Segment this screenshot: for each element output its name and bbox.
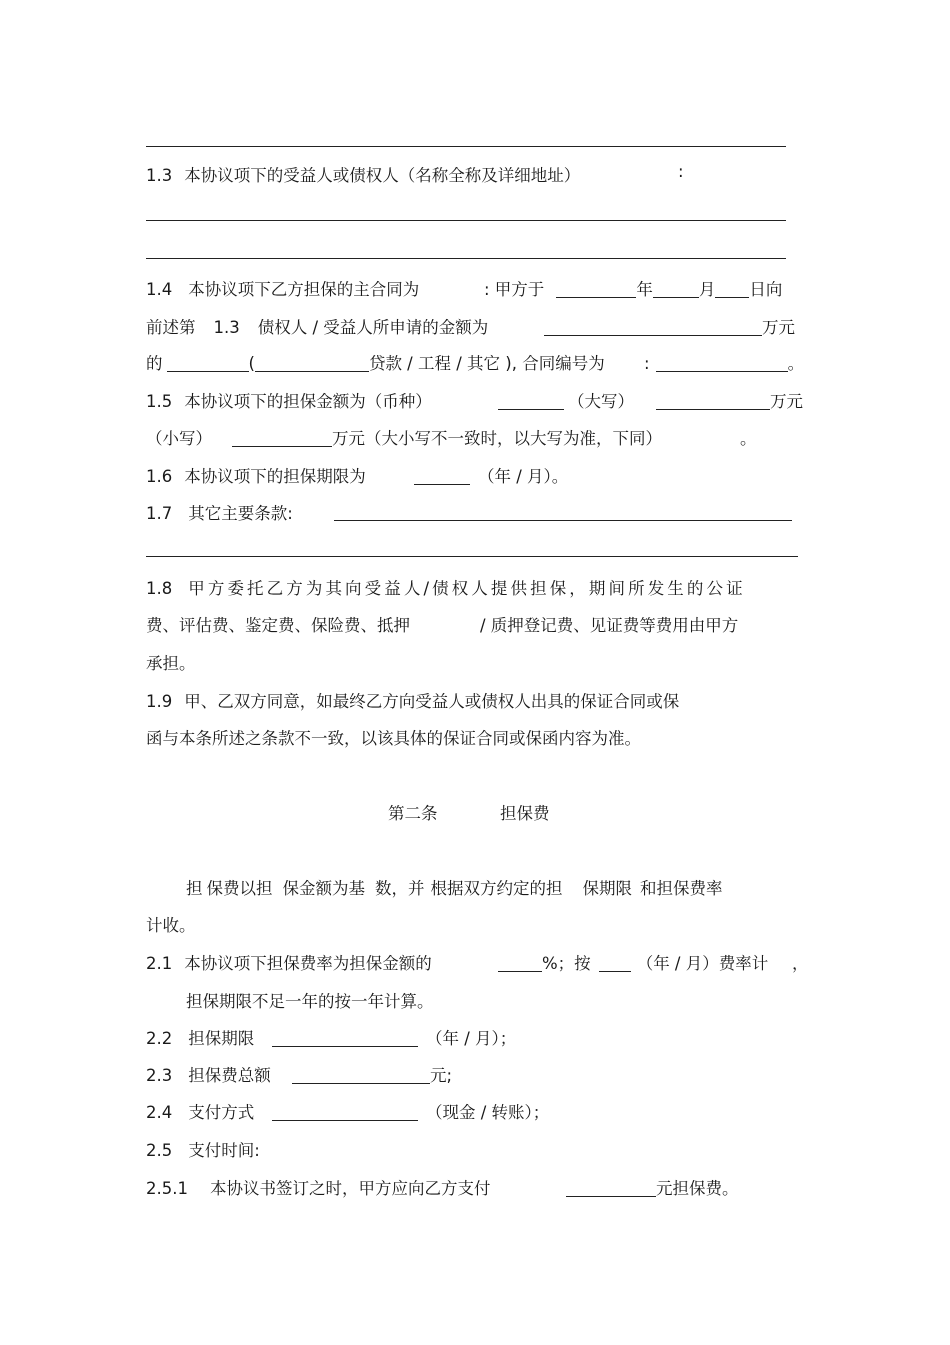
- uppercase-label: （大写）: [568, 392, 634, 411]
- unit-label: 元担保费。: [656, 1179, 739, 1198]
- clause-2-3: [146, 1062, 271, 1086]
- total-fee-group: [292, 1062, 452, 1086]
- clause-text: %；按: [542, 954, 591, 973]
- initial-fee-group: [566, 1175, 739, 1199]
- day-label: 日向: [749, 280, 783, 299]
- comma: ，: [792, 954, 809, 973]
- fee-intro: [186, 875, 723, 899]
- unit-label: 万元: [762, 318, 795, 337]
- clause-text: 万元（大小写不一致时，以大写为准，下同）: [332, 429, 662, 448]
- total-fee-blank[interactable]: [292, 1066, 430, 1084]
- year-label: 年: [636, 280, 653, 299]
- month-label: 月: [698, 280, 716, 299]
- clause-number: 2.1: [146, 954, 173, 973]
- contract-number-blank[interactable]: [656, 354, 788, 372]
- payment-method-blank[interactable]: [272, 1103, 418, 1121]
- unit-label: 万元: [770, 392, 803, 411]
- payment-method-group: [272, 1099, 549, 1123]
- currency-blank[interactable]: [498, 392, 564, 410]
- period-group: [272, 1025, 516, 1049]
- contract-no-group: [644, 350, 804, 374]
- article-2-title: 担保费: [500, 804, 550, 823]
- initial-fee-blank[interactable]: [566, 1179, 656, 1197]
- unit-label: （现金 / 转账）；: [426, 1103, 550, 1122]
- clause-1-8: [146, 575, 746, 599]
- text-fragment: 和担保费率: [640, 879, 723, 898]
- loan-detail-blank[interactable]: [255, 354, 369, 372]
- clause-number: 1.3: [146, 166, 173, 185]
- clause-text: 前述第: [146, 318, 196, 337]
- clause-text: 的: [146, 354, 163, 373]
- currency-group: [498, 388, 803, 412]
- clause-text: 本协议项下的担保金额为（币种）: [184, 392, 432, 411]
- fill-line: [146, 258, 786, 259]
- amount-lowercase-blank[interactable]: [232, 429, 332, 447]
- clause-text: 债权人 / 受益人所申请的金额为: [257, 318, 489, 337]
- colon: :: [678, 162, 684, 181]
- clause-number: 1.8: [146, 579, 173, 598]
- clause-text: 本协议项下的受益人或债权人（名称全称及详细地址）: [184, 166, 581, 185]
- fill-line: [146, 146, 786, 147]
- unit-label: 元;: [430, 1066, 453, 1085]
- clause-number: 2.3: [146, 1066, 173, 1085]
- clause-2-5: [146, 1137, 260, 1161]
- clause-text: 支付方式: [188, 1103, 255, 1122]
- unit-label: （年 / 月）。: [478, 467, 569, 486]
- term-group: [414, 463, 568, 487]
- fill-line: [146, 220, 786, 221]
- clause-1-4: [146, 276, 419, 300]
- clause-number: 2.5: [146, 1141, 173, 1160]
- clause-1-9-line2: 函与本条所述之条款不一致，以该具体的保证合同或保函内容为准。: [146, 729, 641, 748]
- clause-1-4-date: [484, 276, 782, 300]
- period: 。: [787, 354, 805, 373]
- clause-text: 其它主要条款:: [188, 504, 293, 523]
- rate-period-blank[interactable]: [599, 954, 631, 972]
- clause-number: 1.7: [146, 504, 173, 523]
- clause-1-8-line2: [146, 612, 410, 636]
- day-blank[interactable]: [715, 280, 749, 298]
- clause-ref: 1.3: [213, 318, 240, 337]
- guarantee-period-blank[interactable]: [272, 1029, 418, 1047]
- clause-text: 本协议项下乙方担保的主合同为: [188, 280, 420, 299]
- clause-text: 支付时间:: [188, 1141, 260, 1160]
- clause-1-7: [146, 500, 293, 524]
- amount-blank-group: [544, 314, 795, 338]
- clause-number: 1.4: [146, 280, 173, 299]
- clause-number: 2.5.1: [146, 1179, 188, 1198]
- month-blank[interactable]: [653, 280, 699, 298]
- clause-text: 担保期限: [188, 1029, 255, 1048]
- clause-1-5: [146, 388, 432, 412]
- clause-1-3: [146, 162, 580, 186]
- rate-group: [498, 950, 768, 974]
- period: 。: [740, 429, 757, 448]
- clause-text: : 甲方于: [484, 280, 545, 299]
- term-blank[interactable]: [414, 467, 470, 485]
- year-blank[interactable]: [556, 280, 636, 298]
- text-fragment: 担: [186, 879, 203, 898]
- clause-2-1: [146, 950, 432, 974]
- clause-1-8-line3: 承担。: [146, 654, 196, 673]
- text-fragment: 保期限: [582, 879, 632, 898]
- clause-number: 1.6: [146, 467, 173, 486]
- clause-text: 担保费总额: [188, 1066, 271, 1085]
- clause-1-5-line2: [146, 425, 662, 449]
- clause-1-4-line2: [146, 314, 488, 338]
- clause-text: （年 / 月）费率计: [636, 954, 769, 973]
- clause-number: 2.2: [146, 1029, 173, 1048]
- clause-text: 甲、乙双方同意，如最终乙方向受益人或债权人出具的保证合同或保: [184, 692, 680, 711]
- clause-1-9: [146, 688, 679, 712]
- colon: :: [644, 354, 650, 373]
- text-fragment: 数，并: [375, 879, 425, 898]
- text-fragment: 保金额为基: [282, 879, 365, 898]
- clause-1-8-line2b: / 质押登记费、见证费等费用由甲方: [480, 616, 739, 635]
- clause-number: 1.5: [146, 392, 173, 411]
- clause-1-6: [146, 463, 366, 487]
- other-terms-line[interactable]: [334, 520, 792, 521]
- clause-text: 本协议项下担保费率为担保金额的: [184, 954, 432, 973]
- lowercase-label: （小写）: [146, 429, 212, 448]
- amount-uppercase-blank[interactable]: [656, 392, 770, 410]
- rate-blank[interactable]: [498, 954, 542, 972]
- article-2-number: 第二条: [388, 804, 438, 823]
- fill-line: [146, 556, 798, 557]
- clause-1-4-line3: [146, 350, 605, 374]
- clause-number: 1.9: [146, 692, 173, 711]
- text-fragment: 根据双方约定的担: [430, 879, 563, 898]
- clause-text: 甲方委托乙方为其向受益人/债权人提供担保，期间所发生的公证: [188, 579, 746, 598]
- paren: (: [248, 354, 255, 373]
- clause-text: 费、评估费、鉴定费、保险费、抵押: [146, 616, 410, 635]
- clause-text: 贷款 / 工程 / 其它 ), 合同编号为: [368, 354, 605, 373]
- unit-label: （年 / 月）；: [426, 1029, 517, 1048]
- clause-2-5-1: [146, 1175, 490, 1199]
- text-fragment: 保费以担: [206, 879, 273, 898]
- clause-text: 本协议项下的担保期限为: [184, 467, 366, 486]
- clause-2-4: [146, 1099, 254, 1123]
- amount-blank[interactable]: [544, 318, 762, 336]
- fee-intro-line2: 计收。: [146, 916, 196, 935]
- clause-2-1-line2: 担保期限不足一年的按一年计算。: [186, 992, 434, 1011]
- clause-2-2: [146, 1025, 254, 1049]
- clause-number: 2.4: [146, 1103, 173, 1122]
- loan-type-blank[interactable]: [167, 354, 249, 372]
- clause-text: 本协议书签订之时，甲方应向乙方支付: [209, 1179, 491, 1198]
